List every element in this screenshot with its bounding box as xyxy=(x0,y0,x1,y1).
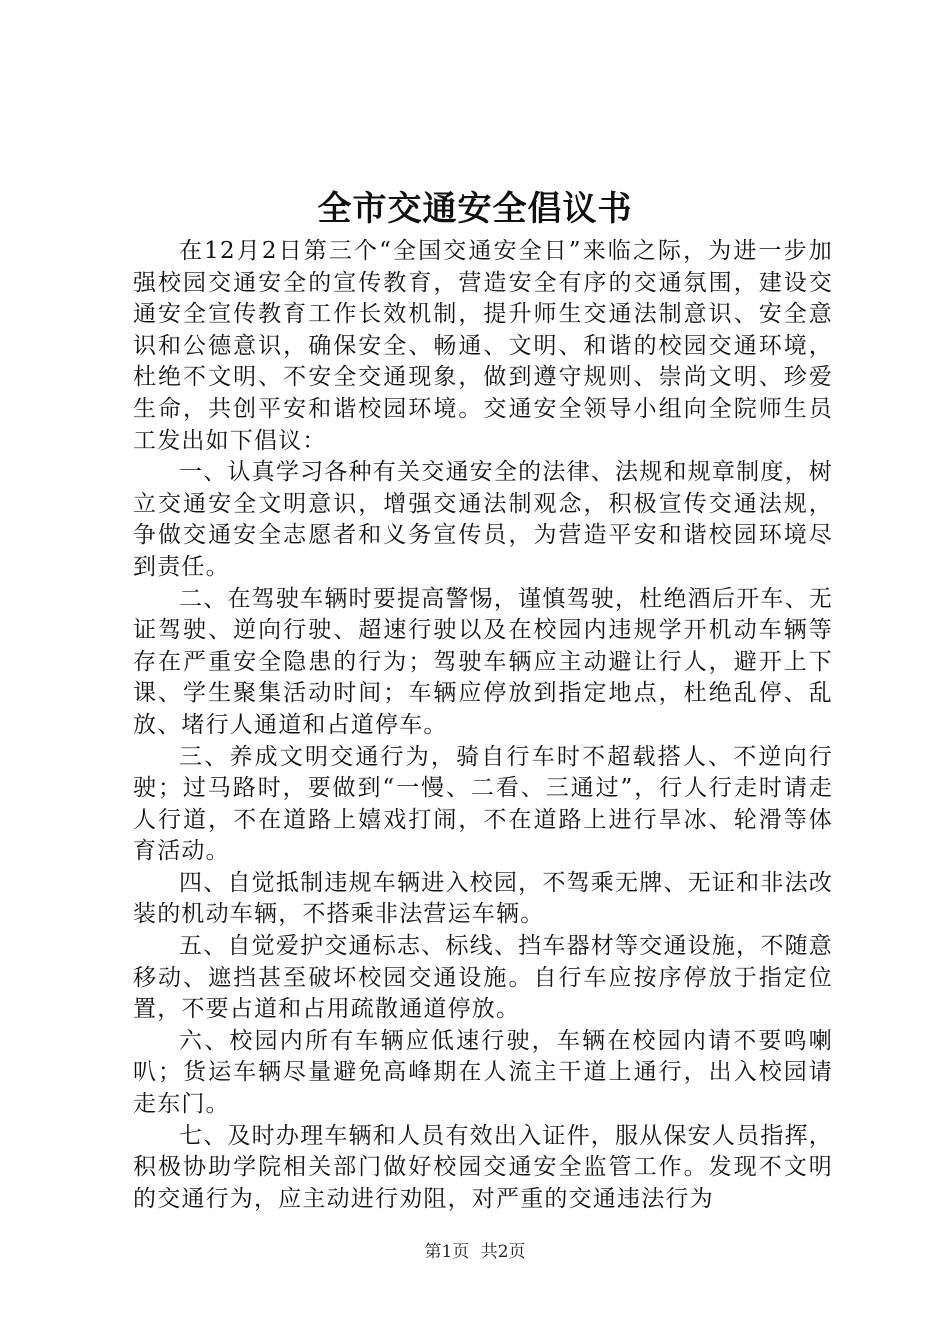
page-number-total: 共2页 xyxy=(480,1242,526,1262)
document-title: 全市交通安全倡议书 xyxy=(317,189,633,229)
paragraph-intro: 在12月2日第三个“全国交通安全日”来临之际，为进一步加强校园交通安全的宣传教育，营造安全有序的交通氛围，建设交通安全宣传教育工作长效机制，提升师生交通法制意识、安全意识和公德意识，确保安全、畅通、文明、和谐的校园交通环境，杜绝不文明、不安全交通现象，做到遵守规则、崇尚文明、珍爱生命，共创平安和谐校园环境。交通安全领导小组向全院师生员工发出如下倡议： xyxy=(133,238,833,454)
paragraph-item-5: 五、自觉爱护交通标志、标线、挡车器材等交通设施，不随意移动、遮挡甚至破坏校园交通设施。自行车应按序停放于指定位置，不要占道和占用疏散通道停放。 xyxy=(133,933,833,1023)
page-number-current: 第1页 xyxy=(424,1242,470,1262)
paragraph-item-4: 四、自觉抵制违规车辆进入校园，不驾乘无牌、无证和非法改装的机动车辆，不搭乘非法营运车辆。 xyxy=(133,869,833,928)
page-footer xyxy=(0,1240,950,1264)
paragraph-item-3: 三、养成文明交通行为，骑自行车时不超载搭人、不逆向行驶；过马路时，要做到“一慢、二看、三通过”，行人行走时请走人行道，不在道路上嬉戏打闹，不在道路上进行旱冰、轮滑等体育活动。 xyxy=(133,743,833,865)
paragraph-item-7: 七、及时办理车辆和人员有效出入证件，服从保安人员指挥，积极协助学院相关部门做好校园交通安全监管工作。发现不文明的交通行为，应主动进行劝阻，对严重的交通违法行为 xyxy=(133,1122,833,1212)
paragraph-item-2: 二、在驾驶车辆时要提高警惕，谨慎驾驶，杜绝酒后开车、无证驾驶、逆向行驶、超速行驶以及在校园内违规学开机动车辆等存在严重安全隐患的行为；驾驶车辆应主动避让行人，避开上下课、学生聚集活动时间；车辆应停放到指定地点，杜绝乱停、乱放、堵行人通道和占道停车。 xyxy=(133,585,833,738)
document-body xyxy=(133,236,833,1215)
paragraph-item-1: 一、认真学习各种有关交通安全的法律、法规和规章制度，树立交通安全文明意识，增强交通法制观念，积极宣传交通法规，争做交通安全志愿者和义务宣传员，为营造平安和谐校园环境尽到责任。 xyxy=(133,459,833,580)
paragraph-item-6: 六、校园内所有车辆应低速行驶，车辆在校园内请不要鸣喇叭；货运车辆尽量避免高峰期在人流主干道上通行，出入校园请走东门。 xyxy=(133,1027,833,1118)
